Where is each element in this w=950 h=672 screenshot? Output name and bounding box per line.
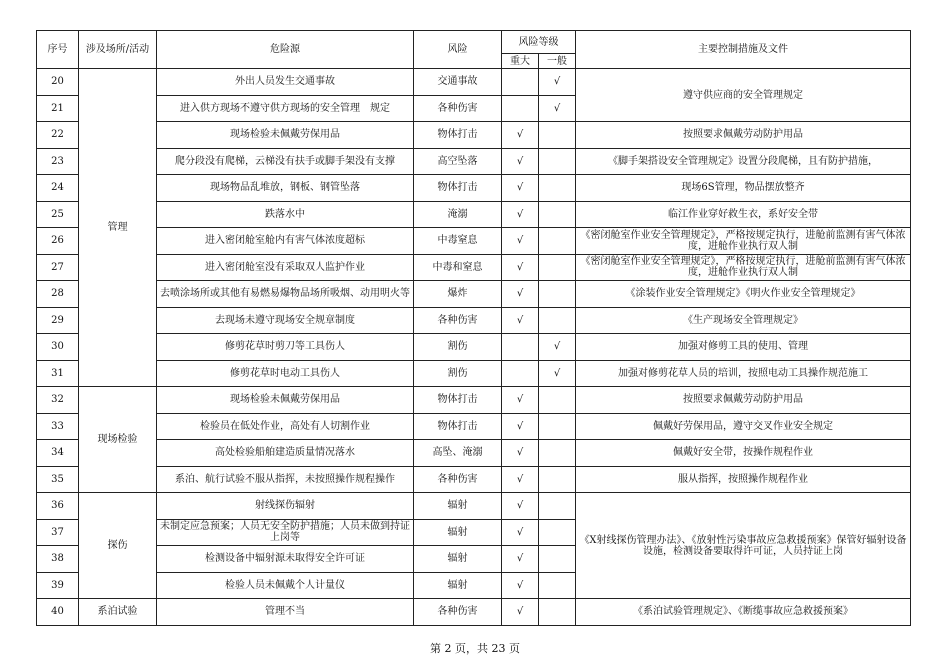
- risk-cell: 各种伤害: [414, 95, 502, 122]
- measure-cell: 《系泊试验管理规定》、《断缆事故应急救援预案》: [576, 599, 911, 626]
- hazard-cell: 未制定应急预案；人员无安全防护措施；人员未做到持证上岗等: [157, 519, 414, 546]
- major-cell: √: [502, 466, 539, 493]
- general-cell: [539, 175, 576, 202]
- table-row: [37, 493, 911, 520]
- general-cell: [539, 466, 576, 493]
- major-cell: √: [502, 387, 539, 414]
- table-row: [37, 334, 911, 361]
- row-no: 37: [37, 519, 79, 546]
- measure-cell: 按照要求佩戴劳动防护用品: [576, 387, 911, 414]
- major-cell: √: [502, 175, 539, 202]
- risk-cell: 各种伤害: [414, 599, 502, 626]
- row-no: 20: [37, 69, 79, 96]
- risk-cell: 辐射: [414, 572, 502, 599]
- area-cell: 系泊试验: [79, 599, 157, 626]
- general-cell: [539, 281, 576, 308]
- risk-cell: 辐射: [414, 519, 502, 546]
- major-cell: √: [502, 228, 539, 255]
- risk-cell: 物体打击: [414, 175, 502, 202]
- major-cell: √: [502, 519, 539, 546]
- major-cell: [502, 334, 539, 361]
- risk-cell: 各种伤害: [414, 466, 502, 493]
- col-header-hazard: 危险源: [157, 31, 414, 69]
- table-row: [37, 69, 911, 96]
- hazard-cell: 修剪花草时电动工具伤人: [157, 360, 414, 387]
- hazard-cell: 高处检验船舶建造质量情况落水: [157, 440, 414, 467]
- major-cell: √: [502, 546, 539, 573]
- hazard-cell: 现场检验未佩戴劳保用品: [157, 122, 414, 149]
- major-cell: √: [502, 599, 539, 626]
- risk-cell: 物体打击: [414, 387, 502, 414]
- general-cell: [539, 440, 576, 467]
- measure-cell: 加强对修剪花草人员的培训，按照电动工具操作规范施工: [576, 360, 911, 387]
- hazard-cell: 去现场未遵守现场安全规章制度: [157, 307, 414, 334]
- measure-cell: 遵守供应商的安全管理规定: [576, 69, 911, 122]
- major-cell: √: [502, 572, 539, 599]
- table-row: [37, 201, 911, 228]
- risk-cell: 爆炸: [414, 281, 502, 308]
- col-header-risk: 风险: [414, 31, 502, 69]
- table-row: [37, 387, 911, 414]
- risk-cell: 中毒窒息: [414, 228, 502, 255]
- col-header-general: 一般: [539, 54, 576, 69]
- general-cell: [539, 413, 576, 440]
- hazard-cell: 检验员在低处作业，高处有人切割作业: [157, 413, 414, 440]
- major-cell: √: [502, 440, 539, 467]
- general-cell: [539, 546, 576, 573]
- table-row: [37, 307, 911, 334]
- measure-cell: 《脚手架搭设安全管理规定》设置分段爬梯，且有防护措施，: [576, 148, 911, 175]
- measure-cell: 佩戴好安全带，按操作规程作业: [576, 440, 911, 467]
- hazard-cell: 射线探伤辐射: [157, 493, 414, 520]
- general-cell: √: [539, 95, 576, 122]
- major-cell: √: [502, 148, 539, 175]
- table-row: [37, 440, 911, 467]
- hazard-cell: 系泊、航行试验不服从指挥，未按照操作规程操作: [157, 466, 414, 493]
- row-no: 25: [37, 201, 79, 228]
- area-cell: 探伤: [79, 493, 157, 599]
- hazard-cell: 修剪花草时剪刀等工具伤人: [157, 334, 414, 361]
- table-row: [37, 466, 911, 493]
- measure-cell: 《生产现场安全管理规定》: [576, 307, 911, 334]
- major-cell: √: [502, 201, 539, 228]
- table-row: [37, 281, 911, 308]
- risk-table: [36, 30, 911, 626]
- col-header-level: 风险等级: [502, 31, 576, 54]
- measure-cell: 按照要求佩戴劳动防护用品: [576, 122, 911, 149]
- row-no: 30: [37, 334, 79, 361]
- general-cell: [539, 254, 576, 281]
- general-cell: [539, 201, 576, 228]
- measure-cell: 佩戴好劳保用品，遵守交叉作业安全规定: [576, 413, 911, 440]
- measure-cell: 加强对修剪工具的使用、管理: [576, 334, 911, 361]
- risk-cell: 物体打击: [414, 413, 502, 440]
- risk-cell: 物体打击: [414, 122, 502, 149]
- row-no: 31: [37, 360, 79, 387]
- area-cell: 现场检验: [79, 387, 157, 493]
- row-no: 24: [37, 175, 79, 202]
- general-cell: [539, 572, 576, 599]
- hazard-cell: 检验人员未佩戴个人计量仪: [157, 572, 414, 599]
- table-row: [37, 599, 911, 626]
- risk-cell: 各种伤害: [414, 307, 502, 334]
- table-row: [37, 254, 911, 281]
- row-no: 26: [37, 228, 79, 255]
- col-header-area: 涉及场所/活动: [79, 31, 157, 69]
- row-no: 28: [37, 281, 79, 308]
- general-cell: [539, 122, 576, 149]
- table-row: [37, 413, 911, 440]
- hazard-cell: 外出人员发生交通事故: [157, 69, 414, 96]
- major-cell: √: [502, 122, 539, 149]
- measure-cell: 《密闭舱室作业安全管理规定》，严格按规定执行，进舱前监测有害气体浓度，进舱作业执行双人制: [576, 228, 911, 255]
- table-row: [37, 122, 911, 149]
- table-row: [37, 175, 911, 202]
- row-no: 38: [37, 546, 79, 573]
- major-cell: [502, 360, 539, 387]
- major-cell: [502, 69, 539, 96]
- general-cell: √: [539, 334, 576, 361]
- general-cell: [539, 148, 576, 175]
- risk-cell: 割伤: [414, 334, 502, 361]
- major-cell: √: [502, 413, 539, 440]
- risk-cell: 高坠、淹溺: [414, 440, 502, 467]
- major-cell: √: [502, 254, 539, 281]
- risk-cell: 交通事故: [414, 69, 502, 96]
- row-no: 29: [37, 307, 79, 334]
- hazard-cell: 管理不当: [157, 599, 414, 626]
- risk-cell: 淹溺: [414, 201, 502, 228]
- measure-cell: 《涂装作业安全管理规定》《明火作业安全管理规定》: [576, 281, 911, 308]
- hazard-cell: 进入供方现场不遵守供方现场的安全管理 规定: [157, 95, 414, 122]
- row-no: 39: [37, 572, 79, 599]
- table-row: [37, 148, 911, 175]
- general-cell: [539, 228, 576, 255]
- row-no: 36: [37, 493, 79, 520]
- risk-cell: 割伤: [414, 360, 502, 387]
- page-footer: 第 2 页，共 23 页: [430, 642, 520, 655]
- general-cell: [539, 599, 576, 626]
- row-no: 32: [37, 387, 79, 414]
- row-no: 23: [37, 148, 79, 175]
- area-cell: 管理: [79, 69, 157, 387]
- col-header-measures: 主要控制措施及文件: [576, 31, 911, 69]
- hazard-cell: 去喷涂场所或其他有易燃易爆物品场所吸烟、动用明火等: [157, 281, 414, 308]
- hazard-cell: 检测设备中辐射源未取得安全许可证: [157, 546, 414, 573]
- risk-cell: 中毒和窒息: [414, 254, 502, 281]
- hazard-cell: 现场检验未佩戴劳保用品: [157, 387, 414, 414]
- row-no: 35: [37, 466, 79, 493]
- row-no: 34: [37, 440, 79, 467]
- row-no: 27: [37, 254, 79, 281]
- measure-cell: 服从指挥，按照操作规程作业: [576, 466, 911, 493]
- measure-cell: 《密闭舱室作业安全管理规定》，严格按规定执行，进舱前监测有害气体浓度，进舱作业执行双人制: [576, 254, 911, 281]
- major-cell: [502, 95, 539, 122]
- hazard-cell: 现场物品乱堆放，钢板、钢管坠落: [157, 175, 414, 202]
- hazard-cell: 爬分段没有爬梯，云梯没有扶手或脚手架没有支撑: [157, 148, 414, 175]
- general-cell: √: [539, 360, 576, 387]
- row-no: 21: [37, 95, 79, 122]
- risk-cell: 辐射: [414, 546, 502, 573]
- hazard-cell: 进入密闭舱室没有采取双人监护作业: [157, 254, 414, 281]
- col-header-no: 序号: [37, 31, 79, 69]
- col-header-major: 重大: [502, 54, 539, 69]
- general-cell: [539, 387, 576, 414]
- risk-cell: 辐射: [414, 493, 502, 520]
- measure-cell: 临江作业穿好救生衣，系好安全带: [576, 201, 911, 228]
- general-cell: [539, 493, 576, 520]
- hazard-cell: 跌落水中: [157, 201, 414, 228]
- row-no: 33: [37, 413, 79, 440]
- major-cell: √: [502, 281, 539, 308]
- major-cell: √: [502, 493, 539, 520]
- row-no: 22: [37, 122, 79, 149]
- row-no: 40: [37, 599, 79, 626]
- major-cell: √: [502, 307, 539, 334]
- measure-cell: 《X射线探伤管理办法》、《放射性污染事故应急救援预案》保管好辐射设备设施，检测设备要取得许可证，人员持证上岗: [576, 493, 911, 599]
- measure-cell: 现场6S管理，物品摆放整齐: [576, 175, 911, 202]
- general-cell: [539, 307, 576, 334]
- table-row: [37, 228, 911, 255]
- table-row: [37, 360, 911, 387]
- hazard-cell: 进入密闭舱室舱内有害气体浓度超标: [157, 228, 414, 255]
- general-cell: [539, 519, 576, 546]
- general-cell: √: [539, 69, 576, 96]
- risk-cell: 高空坠落: [414, 148, 502, 175]
